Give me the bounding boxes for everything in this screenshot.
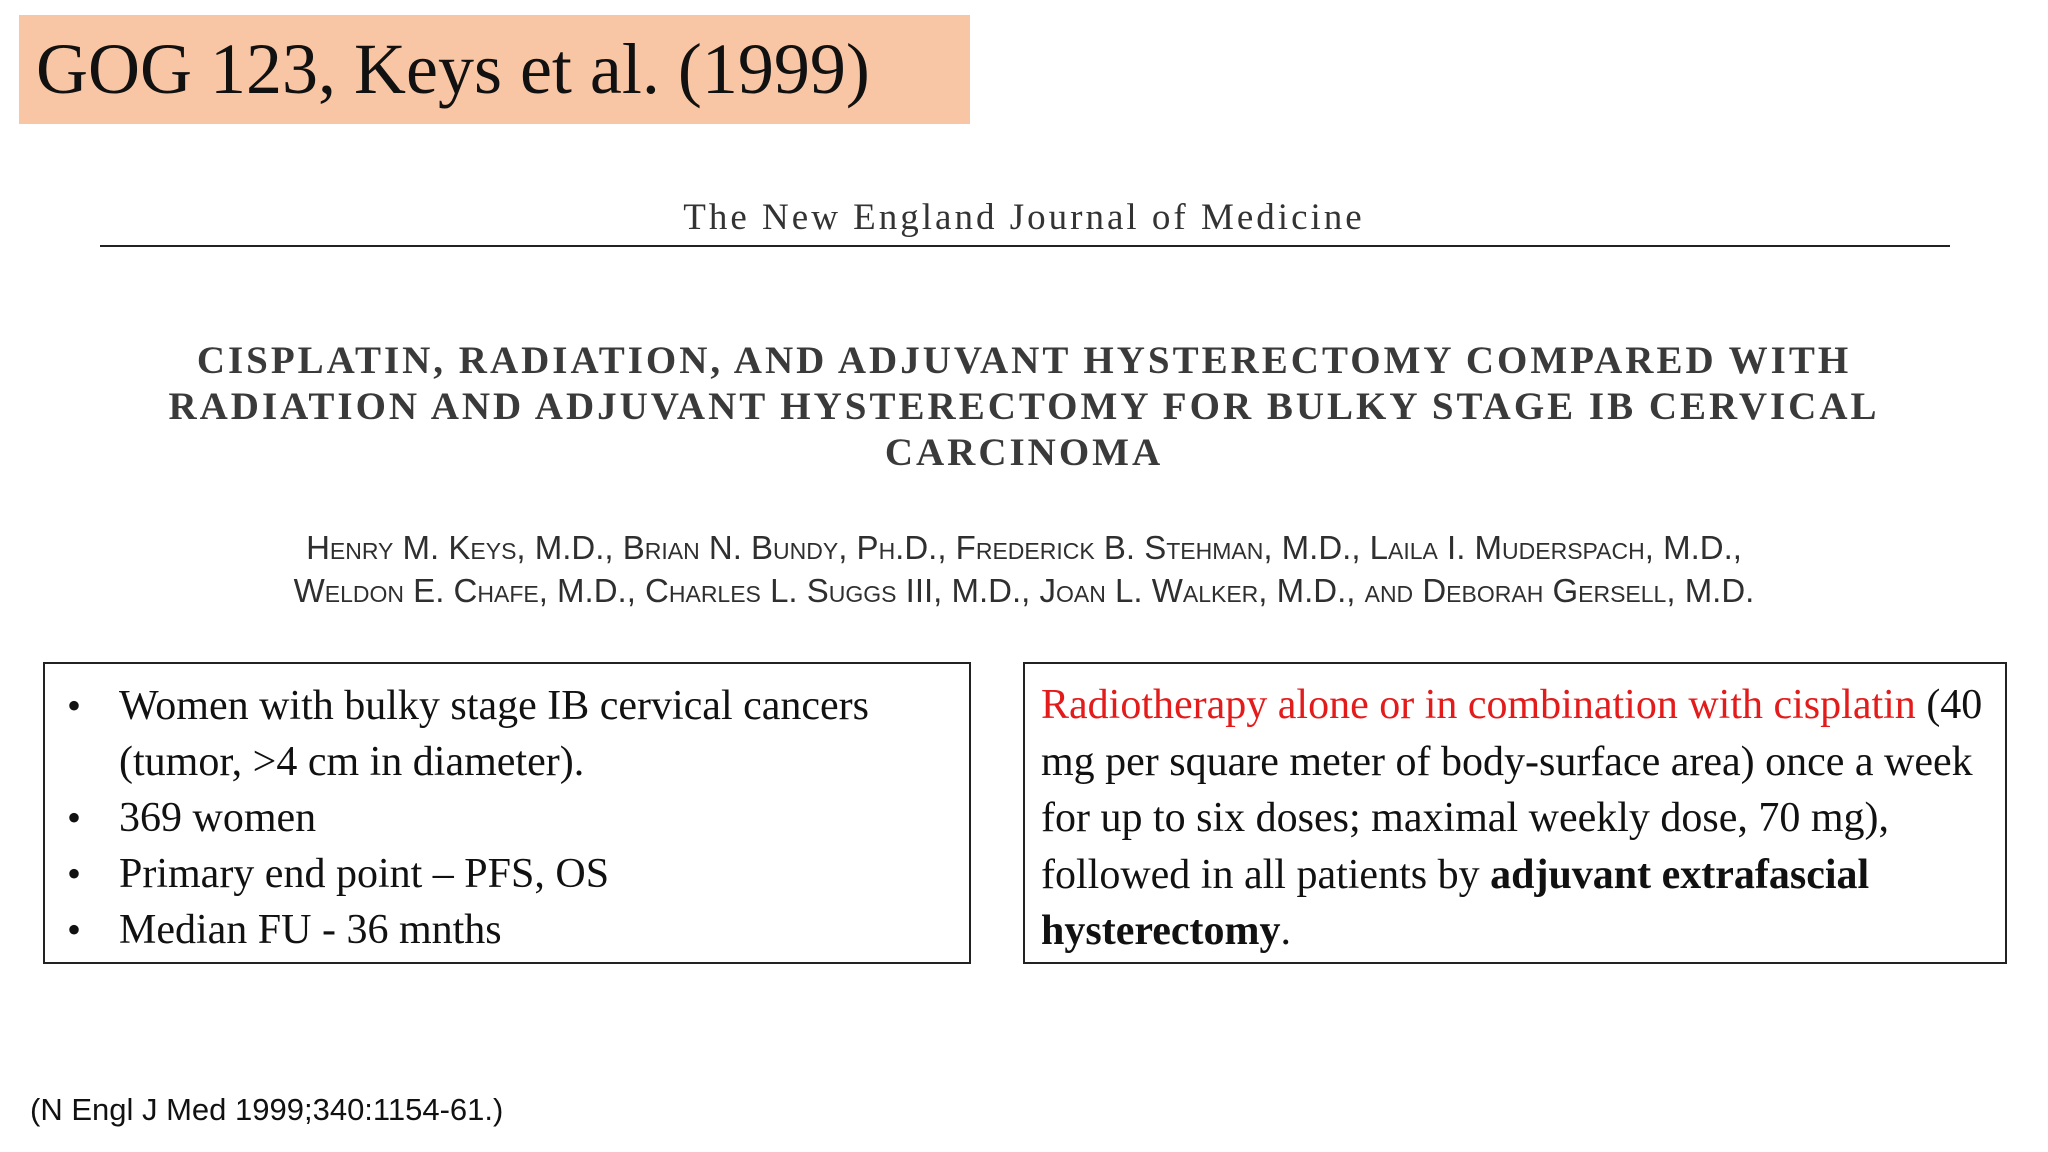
bullet-marker: • xyxy=(67,683,82,728)
bullet-marker: • xyxy=(67,907,82,952)
list-item xyxy=(59,678,959,790)
study-summary-box xyxy=(43,662,971,964)
bullet-marker: • xyxy=(67,851,82,896)
bullet-text: Women with bulky stage IB cervical cancers (tumor, >4 cm in diameter). xyxy=(119,683,870,785)
study-summary-list xyxy=(59,678,959,958)
journal-divider xyxy=(100,245,1950,247)
article-title xyxy=(80,338,1968,476)
slide-title: GOG 123, Keys et al. (1999) xyxy=(36,29,870,109)
bullet-text: Median FU - 36 mnths xyxy=(119,907,502,953)
treatment-description-box xyxy=(1023,662,2007,964)
treatment-highlight: Radiotherapy alone or in combination with cisplatin xyxy=(1041,682,1916,728)
bullet-marker: • xyxy=(67,795,82,840)
treatment-emphasis: adjuvant extrafascial hysterectomy xyxy=(1041,851,1870,954)
author-list xyxy=(120,526,1928,612)
article-title-line: CISPLATIN, RADIATION, AND ADJUVANT HYSTERECTOMY COMPARED WITH xyxy=(196,339,1852,382)
citation: (N Engl J Med 1999;340:1154-61.) xyxy=(30,1092,504,1127)
treatment-description xyxy=(1041,677,1987,960)
list-item xyxy=(59,846,959,902)
bullet-text: Primary end point – PFS, OS xyxy=(119,851,610,897)
list-item xyxy=(59,790,959,846)
author-line: Weldon E. Chafe, M.D., Charles L. Suggs III, M.D., Joan L. Walker, M.D., and Deborah Gersell, M.D. xyxy=(293,572,1755,609)
slide-title-banner xyxy=(19,15,970,124)
list-item xyxy=(59,902,959,958)
bullet-text: 369 women xyxy=(119,795,317,841)
author-line: Henry M. Keys, M.D., Brian N. Bundy, Ph.D., Frederick B. Stehman, M.D., Laila I. Muderspach, M.D., xyxy=(306,529,1742,566)
journal-name: The New England Journal of Medicine xyxy=(683,197,1365,238)
treatment-end: . xyxy=(1280,908,1291,954)
article-title-line: CARCINOMA xyxy=(884,431,1164,474)
treatment-body: (40 mg per square meter of body-surface area) once a week for up to six doses; maximal weekly dose, 70 mg), followed in all patients by xyxy=(1041,682,1983,898)
article-title-line: RADIATION AND ADJUVANT HYSTERECTOMY FOR BULKY STAGE IB CERVICAL xyxy=(168,385,1880,428)
